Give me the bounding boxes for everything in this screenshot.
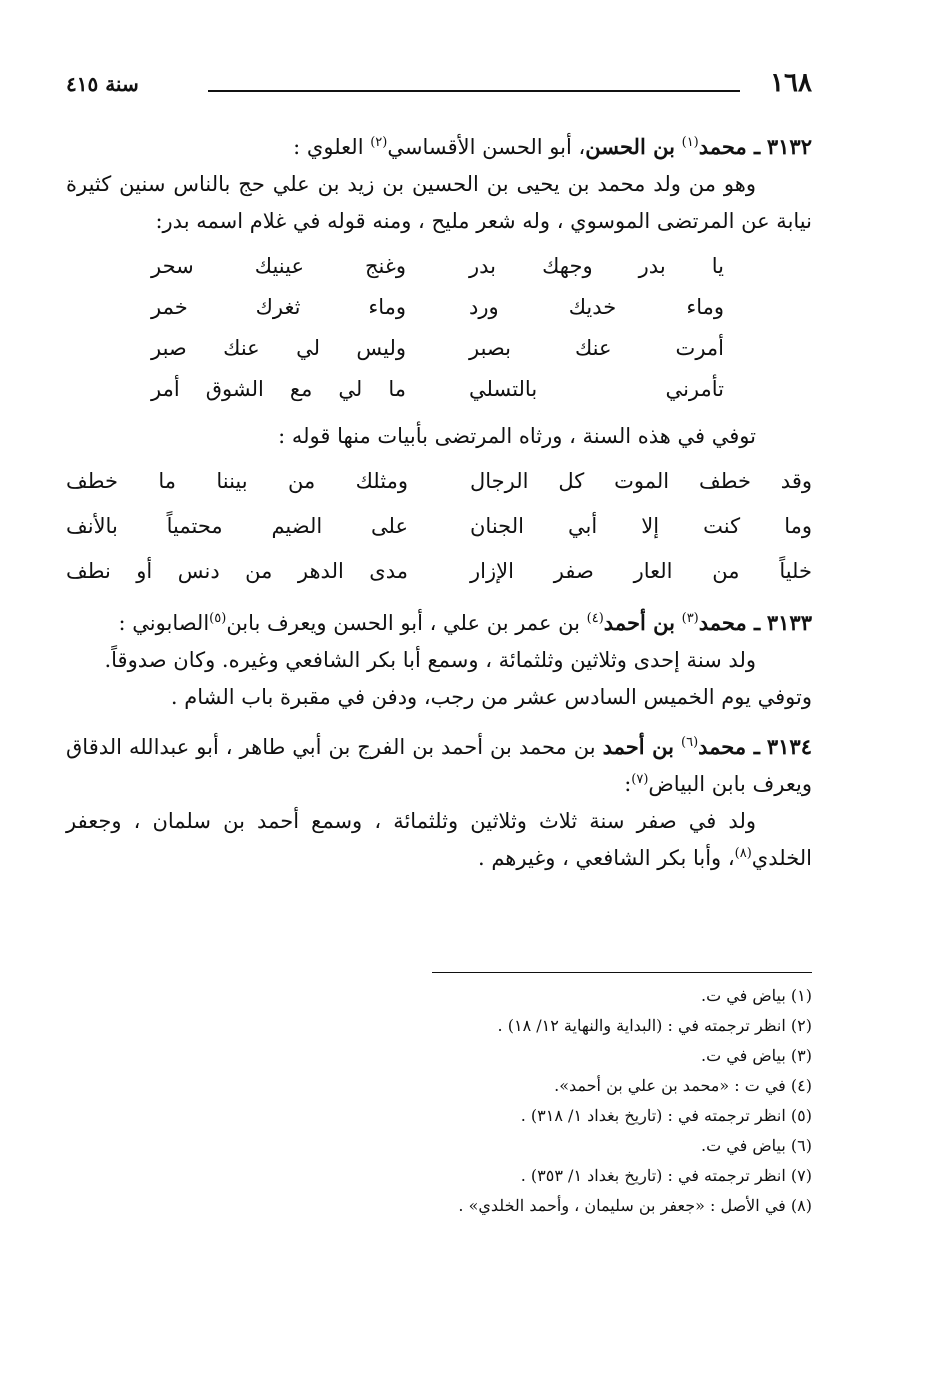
footnote-item: (١) بياض في ت. bbox=[701, 986, 812, 1005]
entry-paragraph: ولد في صفر سنة ثلاث وثلاثين وثلثمائة ، وسمع أحمد بن سلمان ، وجعفر الخلدي$^{(٨)}$، وأبا بكر الشافعي ، وغيرهم . bbox=[66, 809, 812, 870]
verse-second-hemistich: وماء ثغرك خمر bbox=[151, 295, 406, 319]
entry-paragraph: ولد سنة إحدى وثلاثين وثلثمائة ، وسمع أبا بكر الشافعي وغيره. وكان صدوقاً. bbox=[104, 648, 756, 672]
verse-second-hemistich: ومثلك من بيننا ما خطف bbox=[66, 469, 408, 493]
entry-heading: ٣١٣٣ ـ محمد$^{(٣)}$ بن أحمد$^{(٤)}$ بن عمر بن علي ، أبو الحسن ويعرف بابن$^{(٥)}$الصابوني : bbox=[118, 610, 812, 635]
entry-heading: ٣١٣٢ ـ محمد$^{(١)}$ بن الحسن، أبو الحسن الأقساسي$^{(٢)}$ العلوي : bbox=[293, 134, 812, 159]
footnote-ref: (١) bbox=[681, 135, 699, 150]
verse-first-hemistich: تأمرني بالتسلي bbox=[469, 377, 724, 401]
entry-paragraph: وهو من ولد محمد بن يحيى بن الحسين بن زيد بن علي حج بالناس سنين كثيرة نيابة عن المرتضى الموسوي ، وله شعر مليح ، ومنه قوله في غلام اسمه بدر: bbox=[66, 172, 812, 233]
footnote-ref: (٤) bbox=[586, 611, 604, 626]
verse-line bbox=[66, 287, 812, 328]
verse-first-hemistich: خلياً من العار صفر الإزار bbox=[470, 559, 812, 583]
verse-line bbox=[66, 246, 812, 287]
page-header bbox=[66, 68, 812, 102]
footnote-item: (٥) انظر ترجمته في : (تاريخ بغداد ١/ ٣١٨) . bbox=[520, 1106, 812, 1125]
verse-first-hemistich: أمرت عنك بصبر bbox=[469, 336, 724, 360]
page-body bbox=[66, 128, 812, 877]
footnote-ref: (٣) bbox=[681, 611, 699, 626]
page-number: ١٦٨ bbox=[770, 68, 812, 98]
entry-name: محمد bbox=[698, 734, 747, 759]
footnotes bbox=[66, 972, 812, 1221]
footnote-ref: (٢) bbox=[370, 135, 388, 150]
entry-name: محمد bbox=[698, 134, 747, 159]
entry-title-text: بن عمر بن علي ، أبو الحسن ويعرف بابن bbox=[226, 611, 587, 635]
verse-first-hemistich: يا بدر وجهك بدر bbox=[469, 254, 724, 278]
footnote-ref: (٦) bbox=[681, 735, 699, 750]
poem-block bbox=[66, 246, 812, 410]
entry-title-text: الصابوني : bbox=[118, 611, 210, 635]
entry-number: ٣١٣٢ bbox=[766, 134, 812, 159]
verse-second-hemistich: مدى الدهر من دنس أو نطف bbox=[66, 559, 408, 583]
verse-line bbox=[66, 328, 812, 369]
verse-line bbox=[66, 369, 812, 410]
entry-name-lineage: بن أحمد bbox=[603, 610, 675, 635]
entry-heading: ٣١٣٤ ـ محمد$^{(٦)}$ بن أحمد بن محمد بن أحمد بن الفرج بن أبي طاهر ، أبو عبدالله الدقاق ويعرف بابن البياض$^{(٧)}$: bbox=[66, 734, 812, 796]
footnote-rule bbox=[432, 972, 812, 973]
footnote-ref: (٧) bbox=[631, 772, 649, 787]
entry-title-text: : bbox=[624, 772, 632, 796]
entry-title-text: العلوي : bbox=[293, 135, 371, 159]
footnote-item: (٦) بياض في ت. bbox=[701, 1136, 812, 1155]
entry-name-lineage: بن أحمد bbox=[602, 734, 675, 759]
footnote-ref: (٥) bbox=[209, 611, 227, 626]
verse-second-hemistich: على الضيم محتمياً بالأنف bbox=[66, 514, 408, 538]
verse-second-hemistich: وغنج عينيك سحر bbox=[151, 254, 406, 278]
verse-first-hemistich: وما كنت إلا أبي الجنان bbox=[470, 514, 812, 538]
verse-second-hemistich: وليس لي عنك صبر bbox=[151, 336, 406, 360]
entry-paragraph: وتوفي يوم الخميس السادس عشر من رجب، ودفن في مقبرة باب الشام . bbox=[170, 685, 812, 709]
entry-title-text: بن محمد بن أحمد بن الفرج بن أبي طاهر ، أبو عبدالله الدقاق ويعرف بابن البياض bbox=[66, 735, 812, 796]
entry-paragraph: توفي في هذه السنة ، ورثاه المرتضى بأبيات منها قوله : bbox=[278, 424, 756, 448]
footnote-item: (٨) في الأصل : «جعفر بن سليمان ، وأحمد الخلدي» . bbox=[458, 1196, 812, 1215]
verse-first-hemistich: وماء خديك ورد bbox=[469, 295, 724, 319]
entry-title-text: ، أبو الحسن الأقساسي bbox=[387, 135, 586, 159]
running-year: سنة ٤١٥ bbox=[66, 72, 139, 96]
entry-name-lineage: بن الحسن bbox=[585, 134, 675, 159]
verse-second-hemistich: ما لي مع الشوق أمر bbox=[151, 377, 406, 401]
header-rule bbox=[208, 90, 740, 92]
footnote-item: (٣) بياض في ت. bbox=[701, 1046, 812, 1065]
footnote-ref: (٨) bbox=[734, 846, 752, 861]
footnote-item: (٤) في ت : «محمد بن علي بن أحمد». bbox=[554, 1076, 812, 1095]
verse-line bbox=[66, 506, 812, 547]
verse-line bbox=[66, 461, 812, 502]
footnote-item: (٧) انظر ترجمته في : (تاريخ بغداد ١/ ٣٥٣) . bbox=[520, 1166, 812, 1185]
elegy-block bbox=[66, 461, 812, 592]
footnote-item: (٢) انظر ترجمته في : (البداية والنهاية ١٢/ ١٨) . bbox=[497, 1016, 812, 1035]
entry-number: ٣١٣٤ bbox=[766, 734, 812, 759]
verse-first-hemistich: وقد خطف الموت كل الرجال bbox=[470, 469, 812, 493]
verse-line bbox=[66, 551, 812, 592]
entry-name: محمد bbox=[698, 610, 747, 635]
entry-number: ٣١٣٣ bbox=[766, 610, 812, 635]
